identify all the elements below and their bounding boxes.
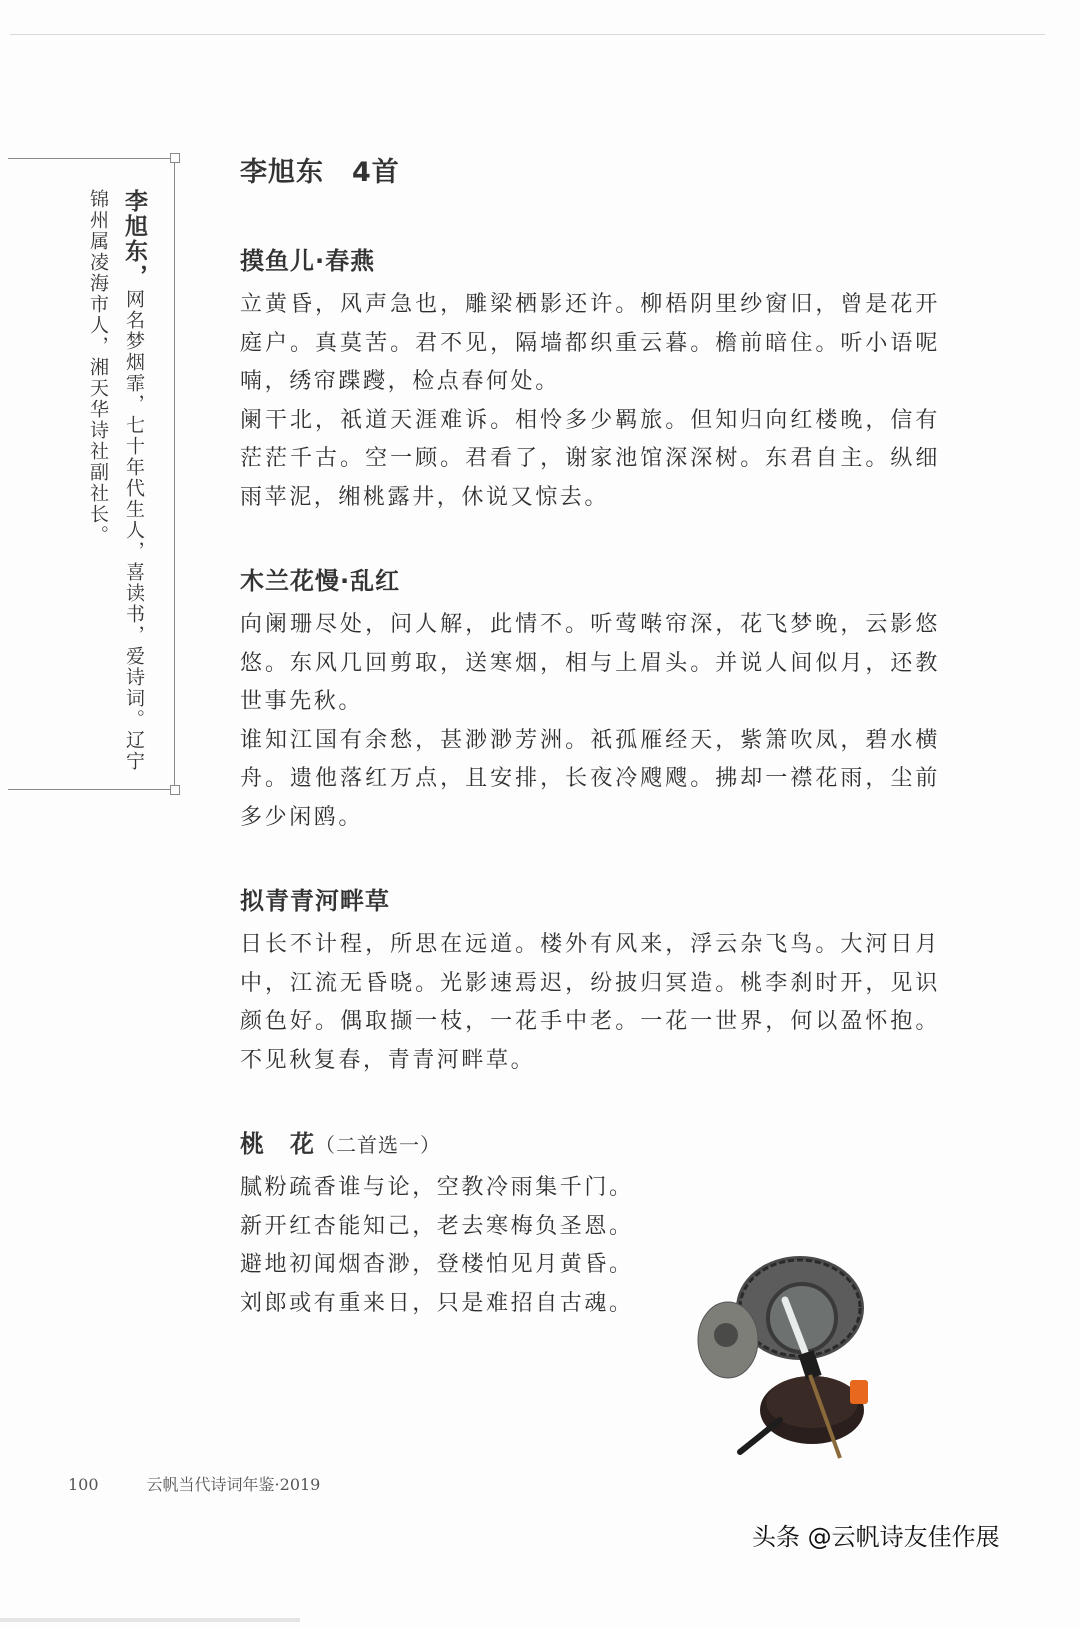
page-number: 100 [68,1475,99,1494]
poem-2 [240,561,940,837]
top-rule [10,34,1045,35]
bio-author-name: 李旭东， [121,189,148,289]
scan-edge [0,1618,300,1622]
poem-stanza: 谁知江国有余愁，甚渺渺芳洲。祇孤雁经天，紫箫吹凤，碧水横舟。遗他落红万点，且安排，长夜冷飕飕。拂却一襟花雨，尘前多少闲鸥。 [240,727,940,830]
inkstone-and-brush-icon [690,1240,870,1465]
poem-title-row [240,1124,940,1159]
watermark: 头条 @云帆诗友佳作展 [752,1523,1000,1551]
poem-title: 木兰花慢·乱红 [240,567,401,595]
poem-1 [240,241,940,517]
frame-corner-ornament [170,785,180,795]
poem-count: 4首 [352,157,400,188]
author-name: 李旭东 [240,157,324,188]
author-bio-box [8,158,175,790]
page-footer [68,1472,320,1495]
poem-line: 刘郎或有重来日，只是难招自古魂。 [240,1290,634,1316]
frame-corner-ornament [170,153,180,163]
poem-stanza: 立黄昏，风声急也，雕梁栖影还许。柳梧阴里纱窗旧，曾是花开庭户。真莫苦。君不见，隔墙都织重云暮。檐前暗住。听小语呢喃，绣帘蹀躞，检点春何处。 [240,292,940,394]
main-content [240,150,940,1367]
bio-text: 网名梦烟霏，七十年代生人，喜读书，爱诗词。辽宁锦州属凌海市人，湘天华诗社副社长。 [87,189,145,772]
poem-title: 摸鱼儿·春燕 [240,247,376,275]
poem-stanza: 向阑珊尽处，问人解，此情不。听莺啭帘深，花飞梦晚，云影悠悠。东风几回剪取，送寒烟，相与上眉头。并说人间似月，还教世事先秋。 [240,612,940,714]
page-title [240,150,940,189]
poem-title-note: （二首选一） [315,1133,441,1157]
poem-stanza: 日长不计程，所思在远道。楼外有风来，浮云杂飞鸟。大河日月中，江流无昏晓。光影速焉迟，纷披归冥造。桃李刹时开，见识颜色好。偶取撷一枝，一花手中老。一花一世界，何以盈怀抱。不见秋复春，青青河畔草。 [240,932,940,1073]
poem-line: 腻粉疏香谁与论，空教冷雨集千门。 [240,1175,634,1200]
book-title: 云帆当代诗词年鉴·2019 [146,1475,321,1494]
author-bio [80,189,152,779]
poem-line: 新开红杏能知己，老去寒梅负圣恩。 [240,1213,634,1239]
poem-title: 桃 花 [240,1130,315,1158]
poem-stanza: 阑干北，祇道天涯难诉。相怜多少羁旅。但知归向红楼晚，信有茫茫千古。空一顾。君看了，谢家池馆深深树。东君自主。纵细雨苹泥，缃桃露井，休说又惊去。 [240,407,940,510]
poem-3 [240,881,940,1080]
poem-line: 避地初闻烟杳渺，登楼怕见月黄昏。 [240,1252,634,1277]
poem-title: 拟青青河畔草 [240,887,390,915]
